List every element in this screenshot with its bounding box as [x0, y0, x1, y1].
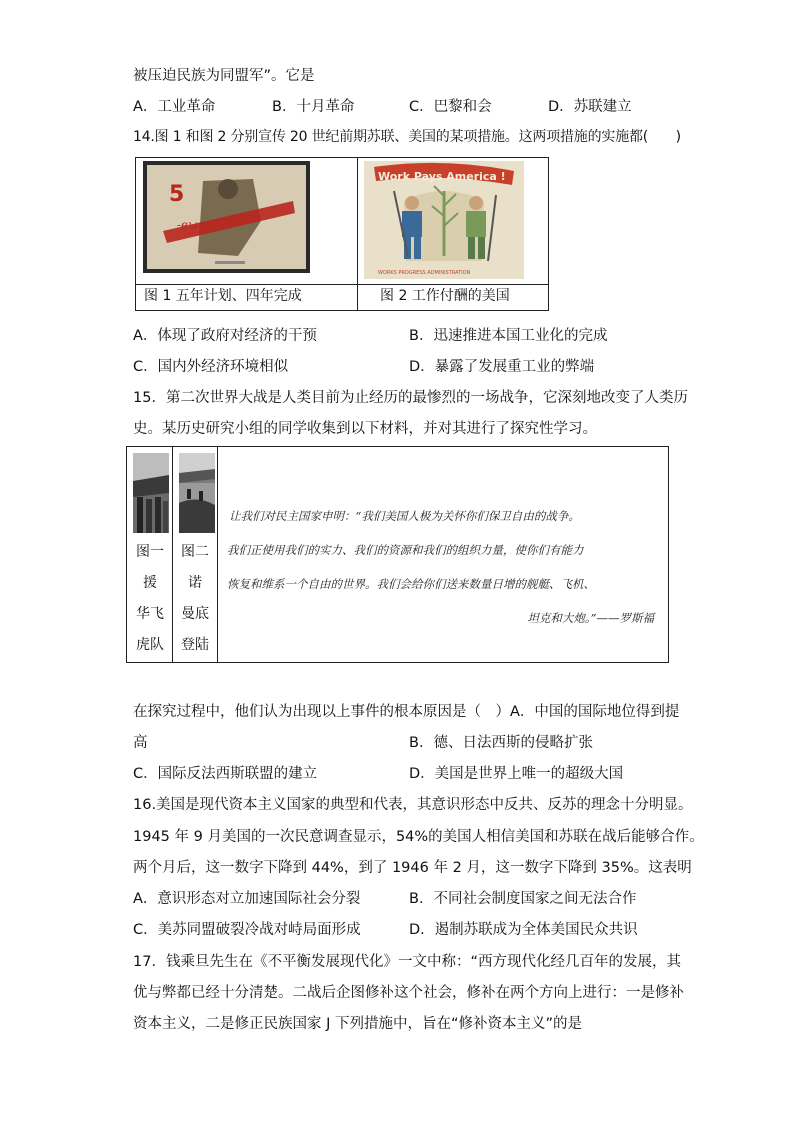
fig1-caption: 图 1 五年计划、四年完成 [144, 288, 302, 304]
q14-option-a: A．体现了政府对经济的干预 [133, 328, 317, 344]
q15-option-c: C．国际反法西斯联盟的建立 [133, 766, 318, 782]
q13-option-a: A．工业革命 [133, 99, 216, 115]
q15-option-d: D．美国是世界上唯一的超级大国 [409, 766, 624, 782]
q13-stem-tail: 被压迫民族为同盟军”。它是 [133, 68, 315, 84]
fig2-caption: 图 2 工作付酬的美国 [380, 288, 510, 304]
q14-figure-table [135, 157, 549, 311]
work-pays-america-poster [364, 161, 524, 279]
quote-line: 让我们对民主国家申明：“我们美国人极为关怀你们保卫自由的战争。 [229, 509, 580, 523]
q15-option-b: B．德、日法西斯的侵略扩张 [409, 735, 593, 751]
q16-option-c: C．美苏同盟破裂冷战对峙局面形成 [133, 922, 361, 938]
q14-option-c: C．国内外经济环境相似 [133, 359, 289, 375]
q16-stem-line-2: 1945 年 9 月美国的一次民意调查显示，54%的美国人相信美国和苏联在战后能够合作。 [133, 829, 704, 845]
q13-option-b: B．十月革命 [272, 99, 355, 115]
q14-option-b: B．迅速推进本国工业化的完成 [409, 328, 608, 344]
q14-option-d: D．暴露了发展重工业的弊端 [409, 359, 595, 375]
q16-option-b: B．不同社会制度国家之间无法合作 [409, 891, 637, 907]
q16-stem-line-3: 两个月后，这一数字下降到 44%，到了 1946 年 2 月，这一数字下降到 35%。这表明 [133, 860, 692, 876]
q15-stem-line-2: 史。某历史研究小组的同学收集到以下材料，并对其进行了探究性学习。 [133, 421, 597, 437]
q15-stem-line-1: 15．第二次世界大战是人类目前为止经历的最惨烈的一场战争，它深刻地改变了人类历 [133, 390, 688, 406]
fig1-label: 华飞 [136, 606, 164, 622]
q16-stem-line-1: 16.美国是现代资本主义国家的典型和代表，其意识形态中反共、反苏的理念十分明显。 [133, 797, 693, 813]
fig1-label: 援 [143, 575, 157, 591]
fig2-label: 曼底 [181, 606, 209, 622]
q15-material-table [126, 446, 669, 663]
q15-option-a-cont: 高 [133, 735, 148, 751]
quote-attribution: 坦克和大炮。”——罗斯福 [527, 611, 654, 625]
fig2-label: 登陆 [181, 637, 209, 653]
q16-option-d: D．遏制苏联成为全体美国民众共识 [409, 922, 638, 938]
q14-stem: 14.图 1 和图 2 分别宣传 20 世纪前期苏联、美国的某项措施。这两项措施的实施都( ) [133, 129, 681, 145]
q17-stem-line-2: 优与弊都已经十分清楚。二战后企图修补这个社会，修补在两个方向上进行：一是修补 [133, 985, 684, 1001]
fig1-label: 虎队 [136, 637, 164, 653]
fig1-label: 图一 [136, 544, 164, 560]
five-year-plan-poster [143, 161, 310, 273]
flying-tigers-photo [133, 453, 169, 533]
table-divider [217, 447, 218, 662]
fig2-label: 诺 [188, 575, 202, 591]
table-divider [357, 158, 358, 310]
fig2-label: 图二 [181, 544, 209, 560]
quote-line: 我们正使用我们的实力、我们的资源和我们的组织力量，使你们有能力 [227, 543, 584, 557]
quote-line: 恢复和维系一个自由的世界。我们会给你们送来数量日增的舰艇、飞机、 [227, 577, 595, 591]
normandy-landing-photo [179, 453, 215, 533]
q17-stem-line-3: 资本主义，二是修正民族国家 J 下列措施中，旨在“修补资本主义”的是 [133, 1016, 583, 1032]
q16-option-a: A．意识形态对立加速国际社会分裂 [133, 891, 361, 907]
poster2-footer: WORKS PROGRESS ADMINISTRATION [378, 270, 471, 276]
table-divider [136, 284, 548, 285]
q17-stem-line-1: 17．钱乘旦先生在《不平衡发展现代化》一文中称：“西方现代化经几百年的发展，其 [133, 954, 681, 970]
q15-question: 在探究过程中，他们认为出现以上事件的根本原因是（ ）A．中国的国际地位得到提 [133, 704, 680, 720]
poster1-slogan: -выпо [177, 218, 213, 232]
poster2-title: Work Pays America ! [378, 170, 506, 183]
poster1-numeral: 5 [169, 182, 185, 207]
q13-option-d: D．苏联建立 [548, 99, 632, 115]
roosevelt-quote [227, 499, 662, 635]
q13-option-c: C．巴黎和会 [409, 99, 492, 115]
